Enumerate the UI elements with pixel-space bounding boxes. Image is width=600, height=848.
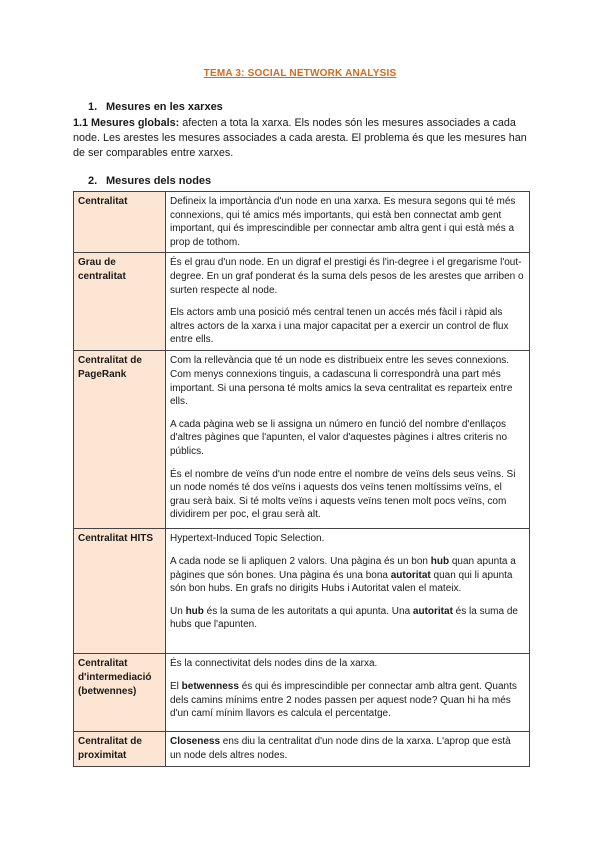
subsection-label: 1.1 Mesures globals:	[73, 117, 180, 129]
description-cell	[166, 351, 530, 529]
table-row	[74, 192, 530, 253]
table-row	[74, 654, 530, 732]
term-autoritat: autoritat	[390, 569, 431, 581]
text-span: quan qui li apunta són bon hubs. En grafs no dirigits Hubs i Autoritat valen el mateix.	[170, 569, 513, 595]
term-cell: Centralitat de proximitat	[74, 732, 166, 766]
term-cell: Centralitat	[74, 192, 166, 253]
text-span: El	[170, 680, 182, 692]
term-cell: Centralitat d'intermediació (betwennes)	[74, 654, 166, 732]
section-2-title: Mesures dels nodes	[106, 175, 212, 187]
text-span: Un	[170, 605, 186, 617]
table-row	[74, 732, 530, 766]
document-title: TEMA 3: SOCIAL NETWORK ANALYSIS	[203, 68, 397, 79]
description-cell	[166, 654, 530, 732]
description-paragraph	[170, 605, 524, 632]
subsection-text: afecten a tota la xarxa. Els nodes són les mesures associades a cada node. Les arestes les mesures associades a cada aresta. El problema és que les mesures han de ser comparables entre xarxes.	[73, 117, 527, 159]
section-1-paragraph	[73, 116, 533, 161]
term-cell: Centralitat HITS	[74, 529, 166, 654]
description-paragraph: És la connectivitat dels nodes dins de la xarxa.	[170, 658, 378, 670]
table-row	[74, 529, 530, 654]
description-paragraph: És el grau d'un node. En un digraf el prestigi és l'in-degree i el gregarisme l'out-degree. En un graf ponderat és la suma dels pesos de les arestes que arriben o surten respecte al node.	[170, 257, 524, 296]
description-paragraph	[170, 555, 524, 596]
description-cell	[166, 732, 530, 766]
description-cell	[166, 529, 530, 654]
section-1-number: 1.	[88, 101, 98, 113]
term-autoritat: autoritat	[412, 605, 453, 617]
text-span: A cada node se li apliquen 2 valors. Una pàgina és un bon	[170, 555, 431, 567]
table-row	[74, 351, 530, 529]
description-cell	[166, 192, 530, 253]
text-span: és la suma de hubs que l'apunten.	[170, 605, 518, 631]
description-paragraph: Hypertext-Induced Topic Selection.	[170, 533, 325, 545]
description-paragraph: Defineix la importància d'un node en una xarxa. Es mesura segons qui té més connexions, qui té amics més importants, qui està ben connectat amb gent important, qui és imprescindible per connectar amb altra gent i qui està més a prop de tothom.	[170, 196, 516, 248]
term-hub: hub	[185, 605, 204, 617]
section-2-heading	[88, 175, 211, 187]
node-measures-table	[73, 191, 530, 767]
description-paragraph	[170, 735, 524, 762]
section-2-number: 2.	[88, 175, 98, 187]
term-cell: Centralitat de PageRank	[74, 351, 166, 529]
description-paragraph: A cada pàgina web se li assigna un número en funció del nombre d'enllaços d'altres pàgines que l'apunten, el valor d'aquestes pàgines i altres criteris no públics.	[170, 418, 508, 457]
text-span: ens diu la centralitat d'un node dins de la xarxa. L'aprop que està un node dels altres nodes.	[170, 736, 511, 761]
term-hub: hub	[430, 555, 450, 567]
text-span: és la suma de les autoritats a qui apunta. Una	[203, 605, 413, 617]
description-paragraph	[170, 680, 524, 721]
description-cell	[166, 253, 530, 351]
description-paragraph: És el nombre de veïns d'un node entre el nombre de veïns dels seus veïns. Si un node només té dos veïns i aquests dos veïns tenen moltíssims veïns, el grau serà baix. Si té molts veïns i aquests veïns tenen molt pocs veïns, com dividirem per poc, el grau serà alt.	[170, 468, 516, 521]
section-1-title: Mesures en les xarxes	[106, 101, 223, 113]
term-cell: Grau de centralitat	[74, 253, 166, 351]
table-row	[74, 253, 530, 351]
term-closeness: Closeness	[170, 736, 221, 748]
text-span: és qui és imprescindible per connectar amb altra gent. Quants dels camins mínims entre 2 nodes passen per aquest node? Quan hi ha més d'un camí mínim llavors es calcula el percentatge.	[170, 680, 517, 720]
description-paragraph: Com la rellevància que té un node es distribueix entre les seves connexions. Com menys connexions tinguis, a cadascuna li correspondrà una part més important. Si una persona té molts amics la seva centralitat es reparteix entre ells.	[170, 355, 513, 408]
section-1-heading	[88, 101, 223, 113]
text-span: quan apunta a pàgines que són bones. Una pàgina és una bona	[170, 555, 516, 581]
description-paragraph: Els actors amb una posició més central tenen un accés més fàcil i ràpid als altres actors de la xarxa i una major capacitat per a exercir un control de flux entre ells.	[170, 307, 509, 346]
term-betwenness: betwenness	[181, 680, 239, 692]
